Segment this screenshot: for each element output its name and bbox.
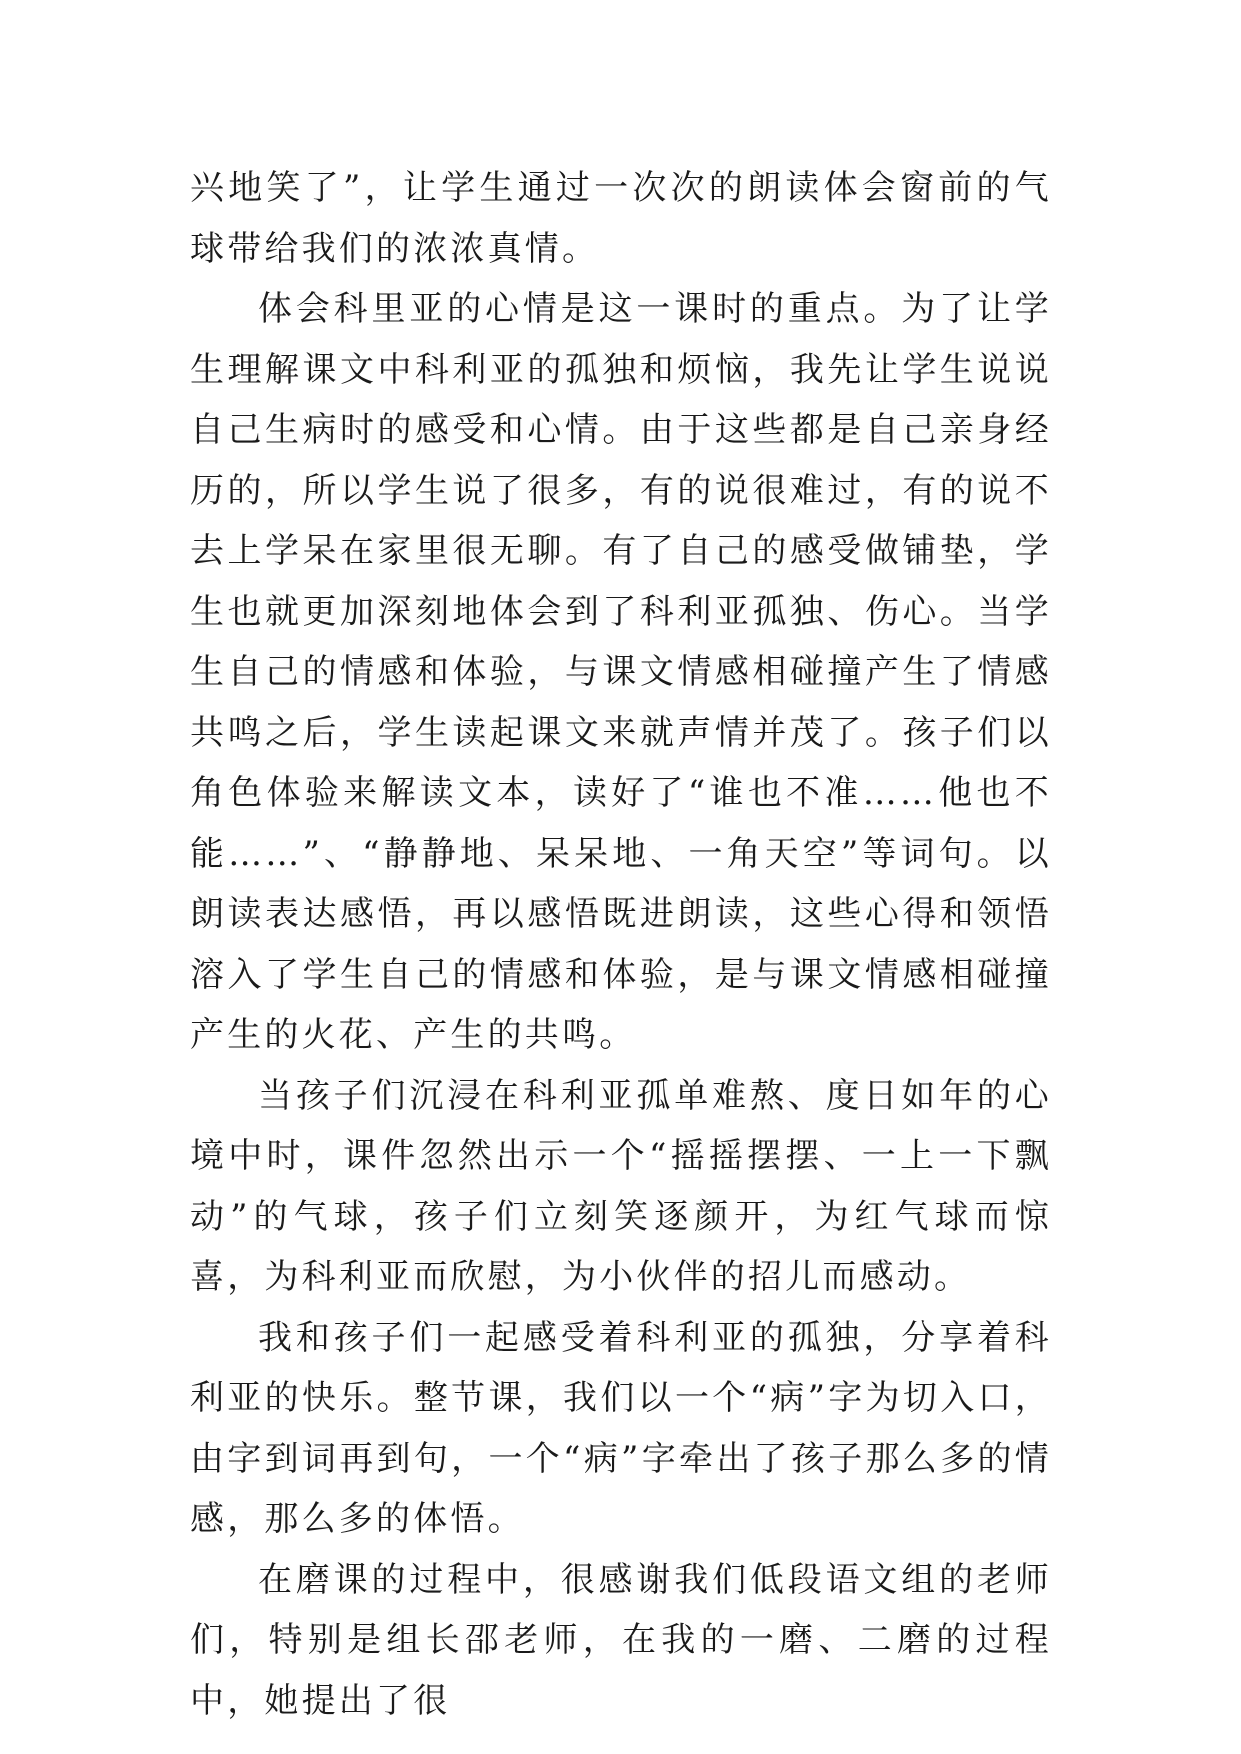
paragraph-acknowledgement: 在磨课的过程中，很感谢我们低段语文组的老师们，特别是组长邵老师，在我的一磨、二磨的过程中，她提出了很 [190,1559,1052,1721]
paragraph-key-point: 体会科里亚的心情是这一课时的重点。为了让学生理解课文中科利亚的孤独和烦恼，我先让学生说说自己生病时的感受和心情。由于这些都是自己亲身经历的，所以学生说了很多，有的说很难过，有的说不去上学呆在家里很无聊。有了自己的感受做铺垫，学生也就更加深刻地体会到了科利亚孤独、伤心。当学生自己的情感和体验，与课文情感相碰撞产生了情感共鸣之后，学生读起课文来就声情并茂了。孩子们以角色体验来解读文本，读好了“谁也不准……他也不能……”、“静静地、呆呆地、一角天空”等词句。以朗读表达感悟，再以感悟既进朗读，这些心得和领悟溶入了学生自己的情感和体验，是与课文情感相碰撞产生的火花、产生的共鸣。 [190,289,1052,1055]
paragraph-courseware-balloon: 当孩子们沉浸在科利亚孤单难熬、度日如年的心境中时，课件忽然出示一个“摇摇摆摆、一上一下飘动”的气球，孩子们立刻笑逐颜开，为红气球而惊喜，为科利亚而欣慰，为小伙伴的招儿而感动。 [190,1075,1052,1297]
paragraph-continuation: 兴地笑了”，让学生通过一次次的朗读体会窗前的气球带给我们的浓浓真情。 [190,168,1052,269]
body-text [190,158,1052,1731]
paragraph-sharing-feelings: 我和孩子们一起感受着科利亚的孤独，分享着科利亚的快乐。整节课，我们以一个“病”字为切入口，由字到词再到句，一个“病”字牵出了孩子那么多的情感，那么多的体悟。 [190,1317,1052,1539]
